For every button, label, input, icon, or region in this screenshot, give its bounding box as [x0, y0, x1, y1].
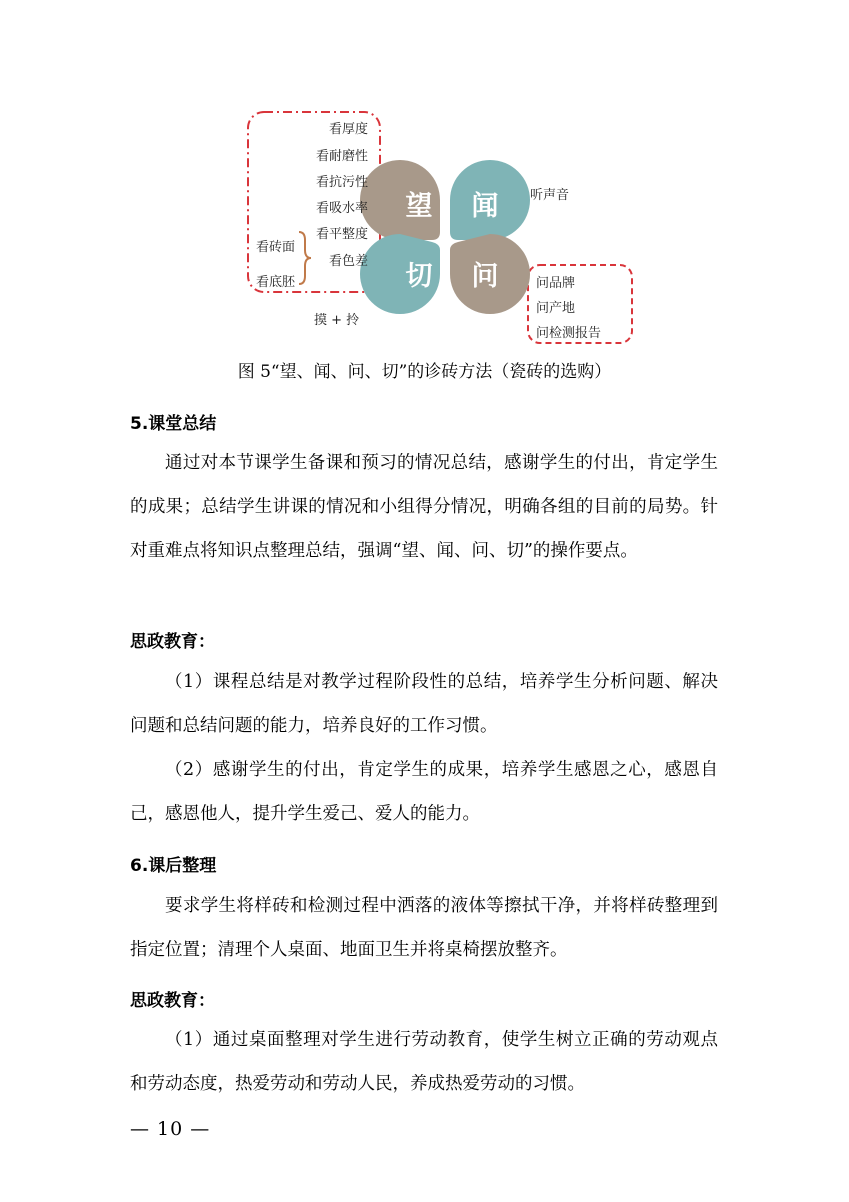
label-kangwuxing: 看抗污性: [315, 175, 368, 190]
paragraph: （1）课程总结是对教学过程阶段性的总结，培养学生分析问题、解决问题和总结问题的能力，培养良好的工作习惯。: [130, 672, 718, 736]
label-zhuanmian: 看砖面: [256, 240, 296, 255]
label-pinpai: 问品牌: [536, 276, 576, 291]
label-jiancebaogao: 问检测报告: [536, 326, 602, 341]
section-heading-sizheng-1: 思政教育：: [130, 632, 215, 652]
paragraph: （2）感谢学生的付出，肯定学生的成果，培养学生感恩之心，感恩自己，感恩他人，提升学生爱己、爱人的能力。: [130, 760, 718, 824]
page-number: — 10 —: [130, 1118, 211, 1140]
label-secha: 看色差: [328, 254, 368, 269]
char-qie: 切: [405, 261, 433, 292]
char-wen-ask: 问: [471, 261, 499, 292]
char-wang: 望: [405, 191, 433, 222]
label-mo-lin: 摸 + 拎: [314, 313, 360, 328]
section-heading-ketang-zongjie: 5.课堂总结: [130, 414, 217, 434]
figure-graphics: [0, 0, 849, 350]
label-chandi: 问产地: [536, 301, 576, 316]
paragraph: （1）通过桌面整理对学生进行劳动教育，使学生树立正确的劳动观点和劳动态度，热爱劳动和劳动人民，养成热爱劳动的习惯。: [130, 1030, 718, 1094]
label-pingzhengdu: 看平整度: [315, 227, 368, 242]
char-wen: 闻: [471, 191, 499, 222]
label-houdu: 看厚度: [328, 122, 368, 137]
diagnosis-figure: [0, 0, 849, 350]
section-heading-kehou-zhengli: 6.课后整理: [130, 856, 217, 876]
paragraph: 通过对本节课学生备课和预习的情况总结，感谢学生的付出，肯定学生的成果；总结学生讲课的情况和小组得分情况，明确各组的目前的局势。针对重难点将知识点整理总结，强调“望、闻、问、切”的操作要点。: [130, 453, 718, 561]
section-heading-sizheng-2: 思政教育：: [130, 991, 215, 1011]
label-tingshengyin: 听声音: [530, 188, 570, 203]
figure-caption: 图 5“望、闻、问、切”的诊砖方法（瓷砖的选购）: [237, 362, 612, 382]
label-naimoxing: 看耐磨性: [315, 149, 368, 164]
label-xishuilv: 看吸水率: [315, 201, 368, 216]
label-dipei: 看底胚: [256, 275, 296, 290]
paragraph: 要求学生将样砖和检测过程中洒落的液体等擦拭干净，并将样砖整理到指定位置；清理个人桌面、地面卫生并将桌椅摆放整齐。: [130, 896, 718, 960]
